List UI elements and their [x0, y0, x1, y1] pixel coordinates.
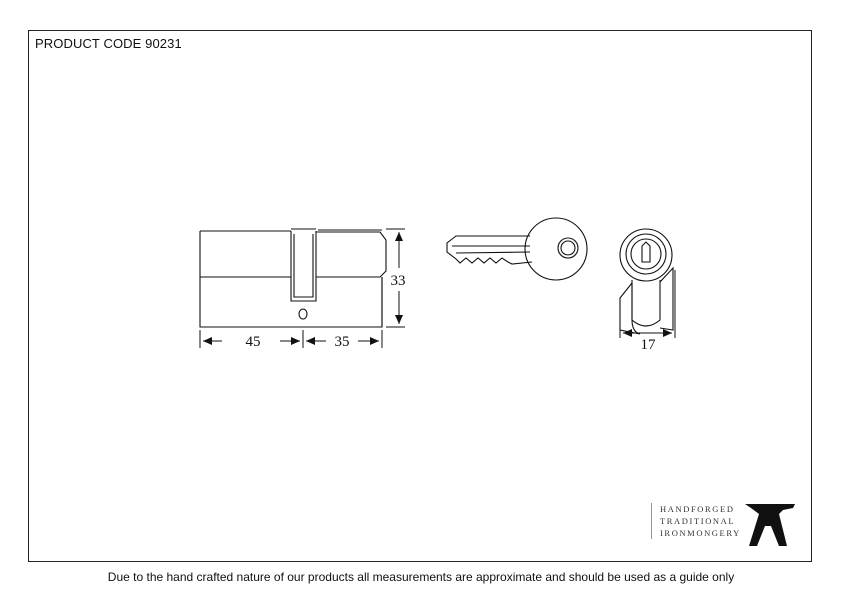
dimension-label-45: 45 — [245, 334, 261, 350]
dimension-label-17: 17 — [640, 337, 656, 353]
dimension-lines — [200, 229, 675, 348]
arrowheads — [203, 232, 672, 345]
euro-cylinder-side-view — [200, 229, 386, 327]
brand-line-1: HANDFORGED — [660, 504, 735, 514]
dimension-label-35: 35 — [334, 334, 350, 350]
brand-line-3: IRONMONGERY — [660, 528, 741, 538]
key-drawing — [447, 218, 587, 280]
dimension-label-33: 33 — [390, 273, 406, 289]
product-code: PRODUCT CODE 90231 — [35, 36, 182, 51]
cylinder-end-view — [620, 229, 673, 334]
disclaimer-text: Due to the hand crafted nature of our products all measurements are approximate and should be used as a guide only — [107, 570, 735, 584]
brand-line-2: TRADITIONAL — [660, 516, 736, 526]
